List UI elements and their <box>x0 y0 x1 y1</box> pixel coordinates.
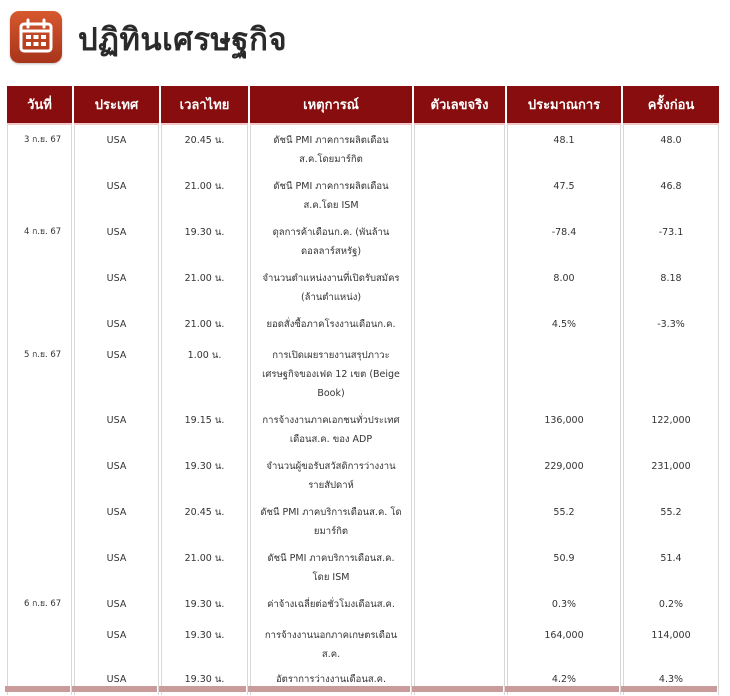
cell-previous: 55.2 <box>623 497 719 543</box>
cell-previous: 51.4 <box>623 543 719 589</box>
header-date: วันที่ <box>7 86 72 125</box>
cell-country: USA <box>74 451 159 497</box>
cell-country: USA <box>74 405 159 451</box>
cell-event: ดัชนี PMI ภาคบริการเดือนส.ค. โดย ISM <box>250 543 412 589</box>
cell-event: ดุลการค้าเดือนก.ค. (พันล้านดอลลาร์สหรัฐ) <box>250 217 412 263</box>
cell-country: USA <box>74 543 159 589</box>
cell-previous: 0.2% <box>623 589 719 620</box>
cell-forecast: -78.4 <box>507 217 621 263</box>
cell-date: 6 ก.ย. 67 <box>7 589 72 620</box>
cell-date: 5 ก.ย. 67 <box>7 340 72 405</box>
cell-forecast <box>507 340 621 405</box>
cell-time: 19.30 น. <box>161 589 248 620</box>
cell-actual <box>414 340 505 405</box>
cell-event: ดัชนี PMI ภาคการผลิตเดือนส.ค.โดยมาร์กิต <box>250 125 412 171</box>
cell-date: 4 ก.ย. 67 <box>7 217 72 263</box>
cell-country: USA <box>74 497 159 543</box>
cell-previous: 114,000 <box>623 620 719 664</box>
table-row <box>7 125 719 171</box>
header-event: เหตุการณ์ <box>250 86 412 125</box>
cell-country: USA <box>74 589 159 620</box>
table-row <box>7 620 719 664</box>
cell-date <box>7 405 72 451</box>
cell-country: USA <box>74 664 159 695</box>
cell-country: USA <box>74 309 159 340</box>
cell-country: USA <box>74 263 159 309</box>
cell-actual <box>414 125 505 171</box>
cell-date <box>7 451 72 497</box>
cell-date <box>7 620 72 664</box>
cell-actual <box>414 589 505 620</box>
cell-time: 20.45 น. <box>161 497 248 543</box>
page-title: ปฏิทินเศรษฐกิจ <box>78 22 288 58</box>
cell-event: การจ้างงานภาคเอกชนทั่วประเทศเดือนส.ค. ของ ADP <box>250 405 412 451</box>
calendar-icon <box>10 11 62 63</box>
cell-forecast: 48.1 <box>507 125 621 171</box>
cell-country: USA <box>74 620 159 664</box>
table-row <box>7 543 719 589</box>
cell-forecast: 55.2 <box>507 497 621 543</box>
table-row <box>7 497 719 543</box>
cell-forecast: 47.5 <box>507 171 621 217</box>
cell-time: 19.30 น. <box>161 451 248 497</box>
cell-actual <box>414 171 505 217</box>
cell-previous: 8.18 <box>623 263 719 309</box>
header-previous: ครั้งก่อน <box>623 86 719 125</box>
table-footer-bar <box>5 686 721 692</box>
table-row <box>7 217 719 263</box>
cell-date: 3 ก.ย. 67 <box>7 125 72 171</box>
cell-previous: 48.0 <box>623 125 719 171</box>
cell-actual <box>414 217 505 263</box>
cell-time: 21.00 น. <box>161 263 248 309</box>
cell-date <box>7 543 72 589</box>
cell-country: USA <box>74 125 159 171</box>
cell-event: ดัชนี PMI ภาคบริการเดือนส.ค. โดยมาร์กิต <box>250 497 412 543</box>
cell-actual <box>414 405 505 451</box>
cell-event: ค่าจ้างเฉลี่ยต่อชั่วโมงเดือนส.ค. <box>250 589 412 620</box>
cell-time: 21.00 น. <box>161 543 248 589</box>
cell-actual <box>414 620 505 664</box>
table-row <box>7 309 719 340</box>
cell-forecast: 164,000 <box>507 620 621 664</box>
cell-time: 19.30 น. <box>161 664 248 695</box>
cell-time: 19.15 น. <box>161 405 248 451</box>
header-actual: ตัวเลขจริง <box>414 86 505 125</box>
header-time: เวลาไทย <box>161 86 248 125</box>
cell-forecast: 136,000 <box>507 405 621 451</box>
cell-time: 21.00 น. <box>161 171 248 217</box>
economic-calendar-table <box>5 86 721 695</box>
header-forecast: ประมาณการ <box>507 86 621 125</box>
cell-event: จำนวนผู้ขอรับสวัสดิการว่างงานรายสัปดาห์ <box>250 451 412 497</box>
cell-event: ยอดสั่งซื้อภาคโรงงานเดือนก.ค. <box>250 309 412 340</box>
cell-date <box>7 171 72 217</box>
table-row <box>7 340 719 405</box>
cell-forecast: 0.3% <box>507 589 621 620</box>
cell-actual <box>414 497 505 543</box>
cell-country: USA <box>74 171 159 217</box>
cell-event: ดัชนี PMI ภาคการผลิตเดือนส.ค.โดย ISM <box>250 171 412 217</box>
cell-time: 1.00 น. <box>161 340 248 405</box>
cell-forecast: 50.9 <box>507 543 621 589</box>
cell-actual <box>414 263 505 309</box>
cell-forecast: 229,000 <box>507 451 621 497</box>
cell-forecast: 4.5% <box>507 309 621 340</box>
cell-previous: 231,000 <box>623 451 719 497</box>
table-row <box>7 405 719 451</box>
page-header <box>0 0 730 84</box>
cell-actual <box>414 309 505 340</box>
cell-event: การจ้างงานนอกภาคเกษตรเดือนส.ค. <box>250 620 412 664</box>
cell-country: USA <box>74 217 159 263</box>
cell-date <box>7 497 72 543</box>
table-row <box>7 589 719 620</box>
cell-time: 19.30 น. <box>161 217 248 263</box>
cell-previous: -73.1 <box>623 217 719 263</box>
table-row <box>7 451 719 497</box>
cell-previous: 4.3% <box>623 664 719 695</box>
cell-forecast: 4.2% <box>507 664 621 695</box>
cell-date <box>7 263 72 309</box>
cell-date <box>7 309 72 340</box>
cell-forecast: 8.00 <box>507 263 621 309</box>
cell-time: 19.30 น. <box>161 620 248 664</box>
cell-previous: 46.8 <box>623 171 719 217</box>
table-header-row <box>7 86 719 125</box>
cell-previous: 122,000 <box>623 405 719 451</box>
cell-previous <box>623 340 719 405</box>
table-row <box>7 263 719 309</box>
cell-country: USA <box>74 340 159 405</box>
cell-actual <box>414 543 505 589</box>
cell-time: 21.00 น. <box>161 309 248 340</box>
cell-actual <box>414 451 505 497</box>
table-row <box>7 171 719 217</box>
cell-time: 20.45 น. <box>161 125 248 171</box>
cell-event: จำนวนตำแหน่งงานที่เปิดรับสมัคร (ล้านตำแหน่ง) <box>250 263 412 309</box>
header-country: ประเทศ <box>74 86 159 125</box>
cell-event: การเปิดเผยรายงานสรุปภาวะเศรษฐกิจของเฟด 12 เขต (Beige Book) <box>250 340 412 405</box>
cell-event: อัตราการว่างงานเดือนส.ค. <box>250 664 412 695</box>
cell-previous: -3.3% <box>623 309 719 340</box>
